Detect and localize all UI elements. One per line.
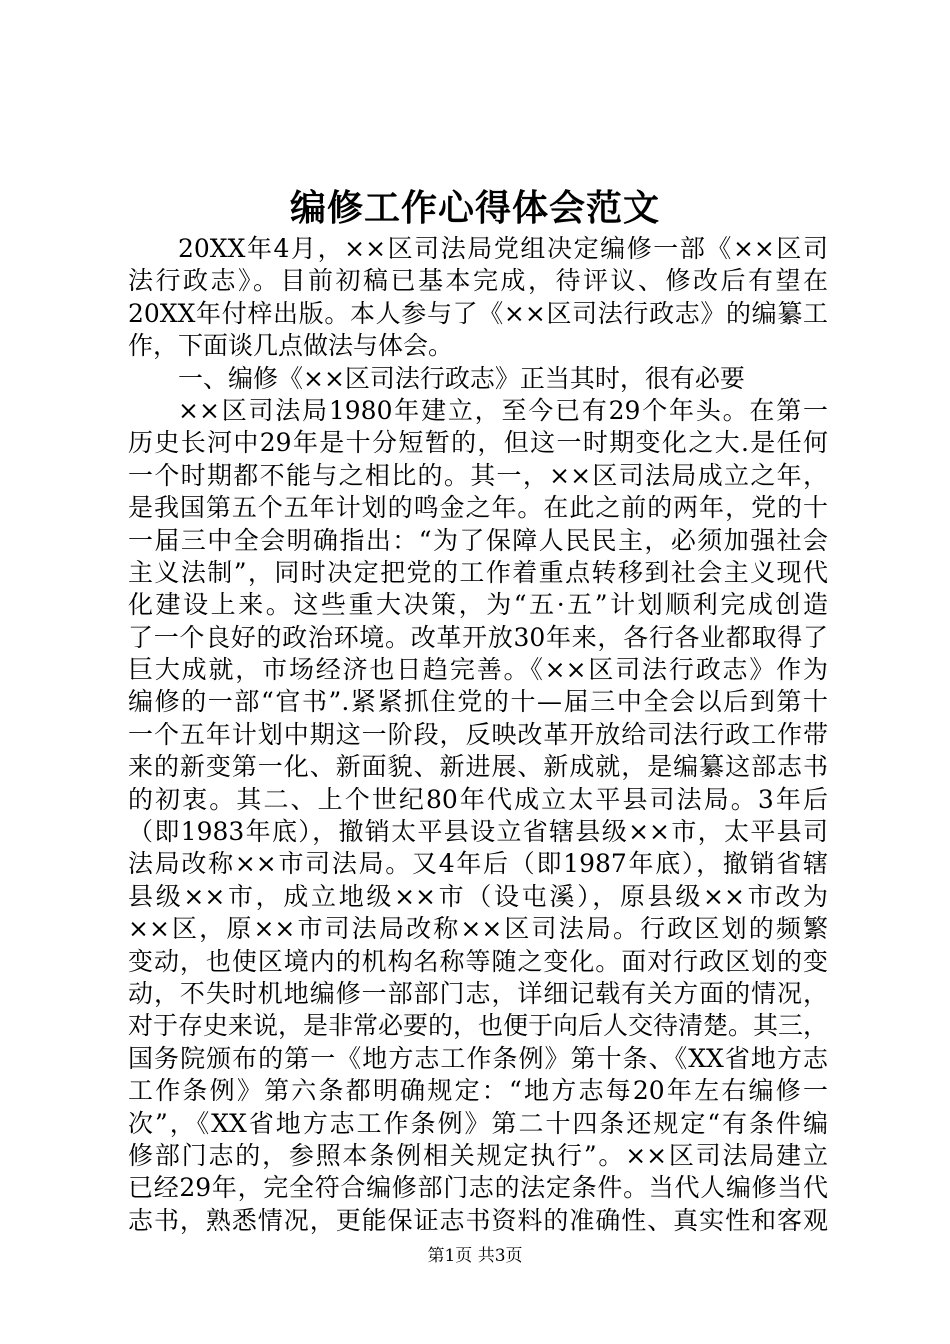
text-line: 对于存史来说，是非常必要的，也便于向后人交待清楚。其三， <box>128 1011 829 1041</box>
text-line: 已经29年，完全符合编修部门志的法定条件。当代人编修当代 <box>128 1173 828 1203</box>
text-line: ××区，原××市司法局改称××区司法局。行政区划的频繁 <box>128 914 828 944</box>
section-heading: 一、编修《××区司法行政志》正当其时，很有必要 <box>178 363 745 393</box>
text-line: 工作条例》第六条都明确规定：“地方志每20年左右编修一 <box>128 1076 828 1106</box>
text-line: 20XX年4月，××区司法局党组决定编修一部《××区司 <box>178 234 828 263</box>
text-line: 一个时期都不能与之相比的。其一，××区司法局成立之年， <box>128 460 828 490</box>
text-line: 作，下面谈几点做法与体会。 <box>128 331 454 361</box>
text-line: 20XX年付梓出版。本人参与了《××区司法行政志》的编纂工 <box>128 298 828 328</box>
text-line: 动，不失时机地编修一部部门志，详细记载有关方面的情况， <box>128 978 828 1008</box>
text-line: 主义法制”，同时决定把党的工作着重点转移到社会主义现代 <box>128 557 828 587</box>
text-line: 国务院颁布的第一《地方志工作条例》第十条、《XX省地方志 <box>128 1043 828 1073</box>
text-line: 一个五年计划中期这一阶段，反映改革开放给司法行政工作带 <box>128 719 828 749</box>
text-line: 化建设上来。这些重大决策，为“五·五”计划顺利完成创造 <box>128 590 828 620</box>
text-line: 修部门志的，参照本条例相关规定执行”。××区司法局建立 <box>128 1140 828 1170</box>
text-line: 一届三中全会明确指出：“为了保障人民民主，必须加强社会 <box>128 525 828 555</box>
text-line: ××区司法局1980年建立，至今已有29个年头。在第一 <box>178 395 828 425</box>
text-line: 法行政志》。目前初稿已基本完成，待评议、修改后有望在 <box>128 266 828 296</box>
document-title: 编修工作心得体会范文 <box>289 187 660 229</box>
document-body <box>128 233 828 1237</box>
text-line: 县级××市，成立地级××市（设屯溪），原县级××市改为 <box>128 881 828 911</box>
text-line: 法局改称××市司法局。又4年后（即1987年底），撤销省辖 <box>128 849 828 879</box>
text-line: 了一个良好的政治环境。改革开放30年来，各行各业都取得了 <box>128 622 828 652</box>
text-line: 变动，也使区境内的机构名称等随之变化。面对行政区划的变 <box>128 946 828 976</box>
text-line: （即1983年底），撤销太平县设立省辖县级××市，太平县司 <box>128 817 828 847</box>
text-line: 编修的一部“官书”.紧紧抓住党的十—届三中全会以后到第十 <box>128 687 828 717</box>
text-line: 的初衷。其二、上个世纪80年代成立太平县司法局。3年后 <box>128 784 828 814</box>
text-line: 巨大成就，市场经济也日趋完善。《××区司法行政志》作为 <box>128 655 828 685</box>
text-line: 是我国第五个五年计划的鸣金之年。在此之前的两年，党的十 <box>128 493 828 523</box>
text-line: 来的新变第一化、新面貌、新进展、新成就，是编纂这部志书 <box>128 752 828 782</box>
text-line: 志书，熟悉情况，更能保证志书资料的准确性、真实性和客观 <box>128 1205 828 1235</box>
text-line: 次”，《XX省地方志工作条例》第二十四条还规定“有条件编 <box>128 1108 828 1138</box>
page-footer: 第1页 共3页 <box>427 1246 523 1266</box>
text-line: 历史长河中29年是十分短暂的，但这一时期变化之大.是任何 <box>128 428 828 458</box>
